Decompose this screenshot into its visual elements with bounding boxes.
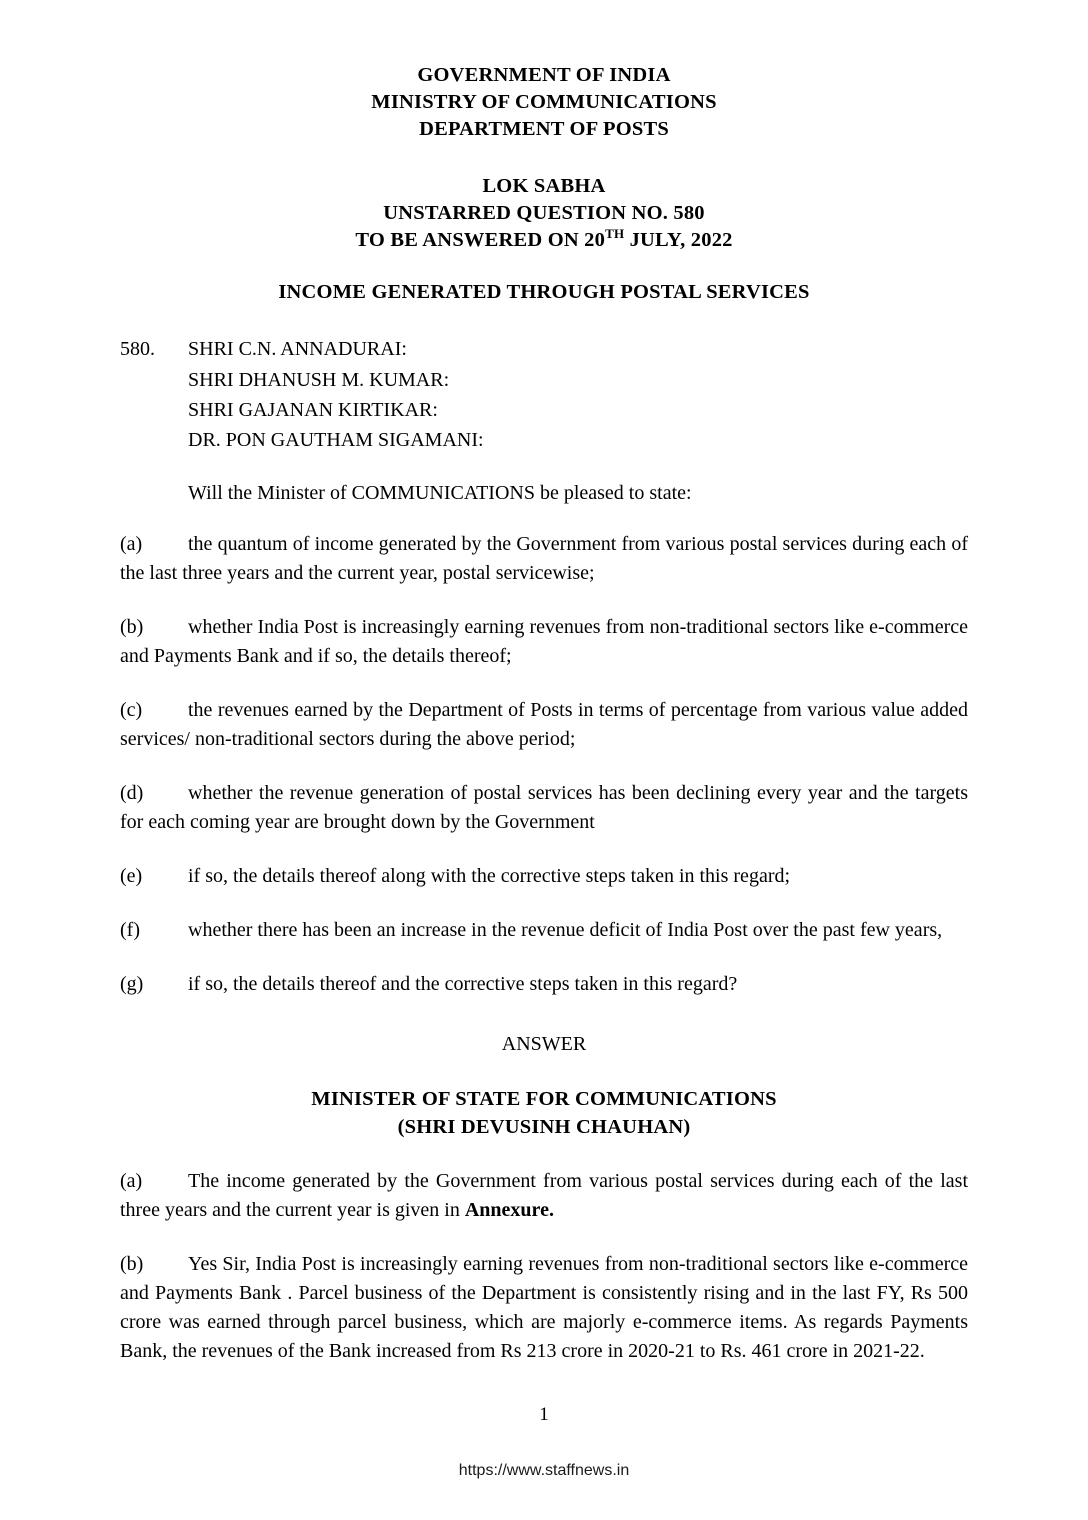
answer-part-a-label: (a): [120, 1169, 143, 1192]
question-part-g-label: (g): [120, 972, 144, 995]
member-name-3: SHRI GAJANAN KIRTIKAR:: [188, 399, 438, 422]
question-part-d-label: (d): [120, 781, 144, 804]
question-part-c-label: (c): [120, 698, 143, 721]
question-part-b-text: whether India Post is increasingly earning revenues from non-traditional sectors like e-commerce and Payments Bank and if so, the details thereof;: [120, 615, 968, 667]
question-members: [120, 334, 968, 456]
page-number: 1: [539, 1403, 549, 1425]
document-header: [120, 62, 968, 143]
minister-block: [120, 1086, 968, 1142]
question-part-g-text: if so, the details thereof and the corrective steps taken in this regard?: [188, 972, 738, 995]
question-part-b-label: (b): [120, 615, 144, 638]
question-preamble: Will the Minister of COMMUNICATIONS be pleased to state:: [188, 481, 692, 504]
member-name-4: DR. PON GAUTHAM SIGAMANI:: [188, 429, 484, 452]
document-subject: INCOME GENERATED THROUGH POSTAL SERVICES: [278, 281, 810, 304]
question-part-f-text: whether there has been an increase in the revenue deficit of India Post over the past few years,: [188, 918, 943, 941]
question-part-d-text: whether the revenue generation of postal services has been declining every year and the targets for each coming year are brought down by the Government: [120, 781, 968, 833]
question-part-a: [120, 530, 968, 588]
member-line-2: [120, 365, 968, 395]
answer-part-a-emphasis: Annexure.: [464, 1198, 554, 1221]
answer-part-a: [120, 1167, 968, 1225]
question-part-a-label: (a): [120, 532, 143, 555]
house-block: [120, 173, 968, 254]
member-line-1: [120, 334, 968, 364]
answer-date-prefix: TO BE ANSWERED ON 20: [355, 229, 606, 252]
question-part-f: [120, 916, 968, 945]
answer-date: [120, 227, 968, 254]
question-part-c-text: the revenues earned by the Department of Posts in terms of percentage from various value added services/ non-traditional sectors during the above period;: [120, 698, 968, 750]
member-line-4: [120, 425, 968, 455]
member-name-2: SHRI DHANUSH M. KUMAR:: [188, 368, 450, 391]
header-line-department: DEPARTMENT OF POSTS: [419, 118, 669, 141]
question-part-f-label: (f): [120, 918, 140, 941]
answer-part-a-text: The income generated by the Government from various postal services during each of the last three years and the current year is given in: [120, 1169, 968, 1221]
member-name-1: SHRI C.N. ANNADURAI:: [188, 338, 407, 361]
minister-title: MINISTER OF STATE FOR COMMUNICATIONS: [311, 1087, 777, 1110]
question-part-e-label: (e): [120, 864, 143, 887]
header-line-government: GOVERNMENT OF INDIA: [417, 64, 671, 86]
answer-part-b-label: (b): [120, 1252, 144, 1275]
question-part-e-text: if so, the details thereof along with the corrective steps taken in this regard;: [188, 864, 791, 887]
question-part-a-text: the quantum of income generated by the Government from various postal services during each of the last three years and the current year, postal servicewise;: [120, 532, 968, 584]
question-part-c: [120, 696, 968, 754]
member-line-3: [120, 395, 968, 425]
answer-date-suffix: JULY, 2022: [624, 229, 733, 252]
question-number-heading: UNSTARRED QUESTION NO. 580: [383, 202, 705, 225]
footer-url: https://www.staffnews.in: [458, 1461, 630, 1479]
answer-part-b: [120, 1250, 968, 1366]
answer-part-b-text: Yes Sir, India Post is increasingly earning revenues from non-traditional sectors like e-commerce and Payments Bank . Parcel business of the Department is consistently rising and in the last FY, Rs 500 crore was earned through parcel business, which are majorly e-commerce items. As regards Payments Bank, the revenues of the Bank increased from Rs 213 crore in 2020-21 to Rs. 461 crore in 2021-22.: [120, 1252, 968, 1362]
question-number: 580.: [120, 338, 155, 361]
question-part-b: [120, 613, 968, 671]
answer-heading: ANSWER: [501, 1032, 587, 1055]
question-part-d: [120, 779, 968, 837]
question-part-g: [120, 970, 968, 999]
minister-name: (SHRI DEVUSINH CHAUHAN): [397, 1115, 691, 1138]
header-line-ministry: MINISTRY OF COMMUNICATIONS: [371, 91, 717, 114]
answer-date-ordinal: TH: [605, 226, 625, 242]
house-name: LOK SABHA: [482, 175, 606, 198]
question-part-e: [120, 862, 968, 891]
